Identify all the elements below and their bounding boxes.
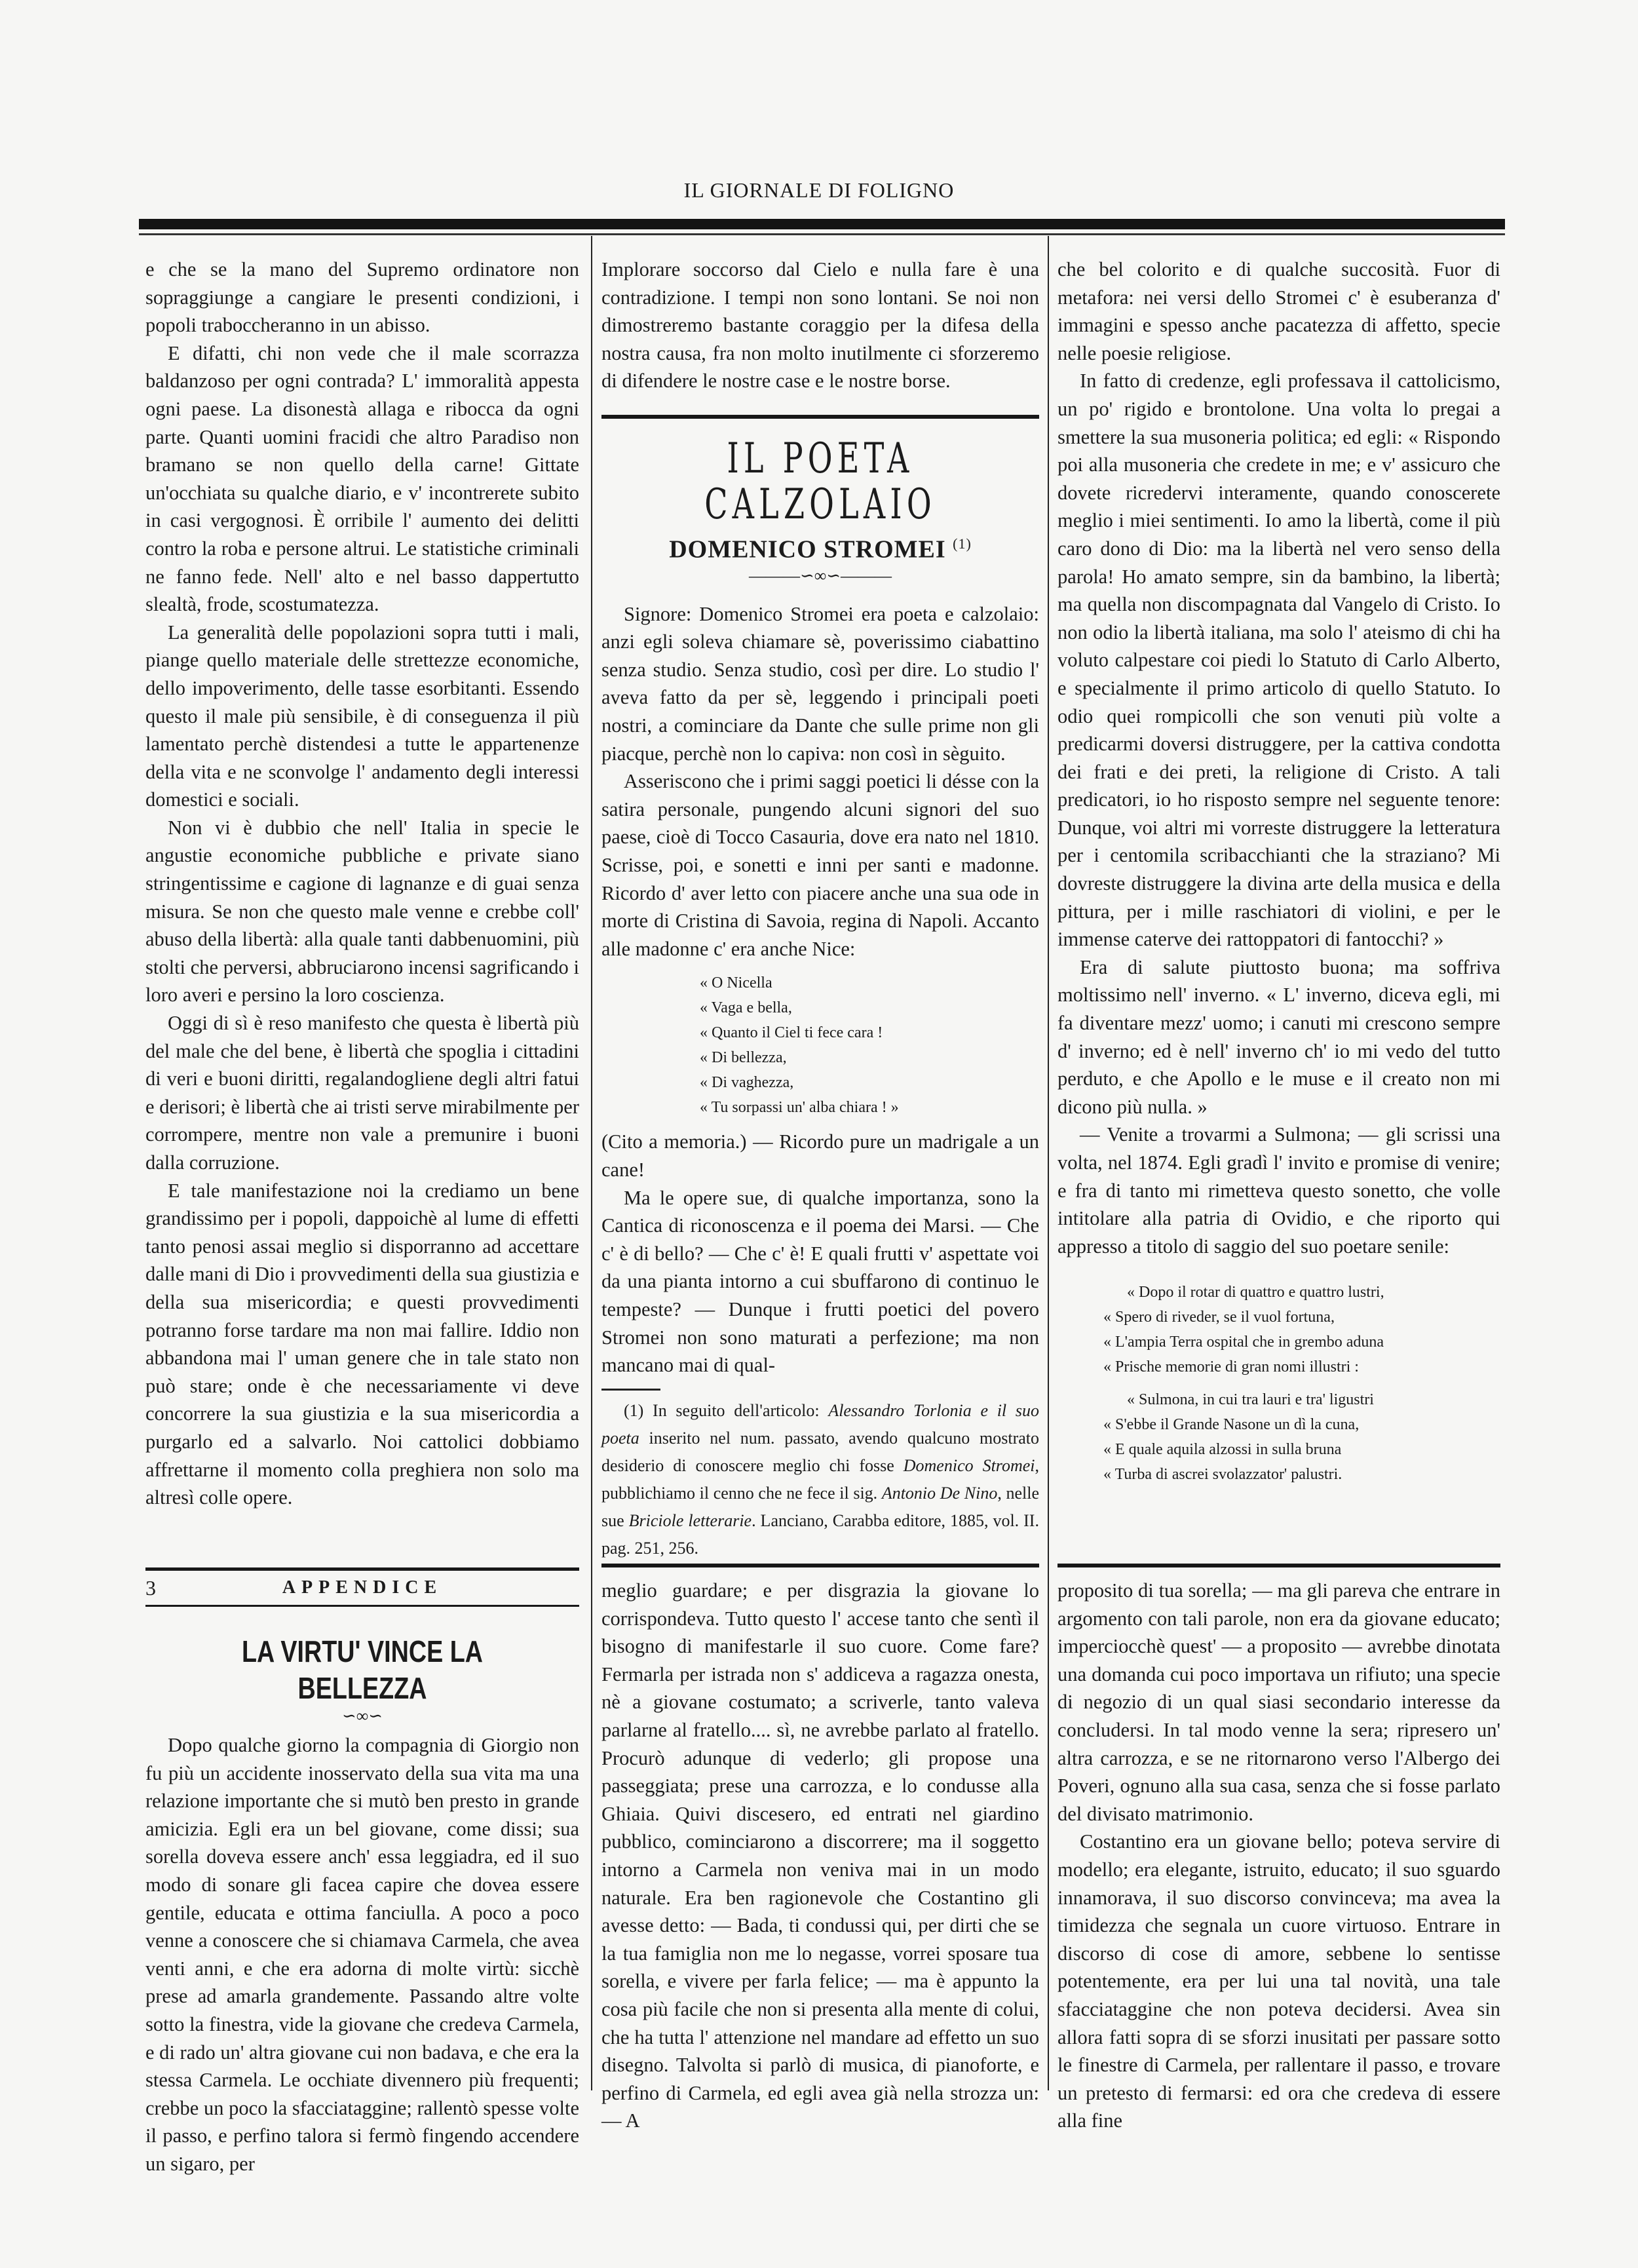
column-divider bbox=[1048, 236, 1049, 2090]
footnote-text: (1) In seguito dell'articolo: bbox=[624, 1400, 829, 1420]
paragraph: Costantino era un giovane bello; poteva servire di modello; era elegante, istruito, educato; il suo sguardo innamorava, il suo discorso convinceva; ma avea la timidezza che segnala un cuore virtuoso. Entrare in discorso di cose di amore, sebbene lo sentisse potentemente, era per lui una tal novità, una tale sfacciataggine che non poteva decidersi. Avea sin allora fatti sopra di se sforzi inusitati per passare sotto le finestre di Carmela, per rallentare il passo, e trovare un pretesto di fermarsi: ed ora che credeva di essere alla fine bbox=[1057, 1830, 1500, 2132]
poem-line: « Dopo il rotar di quattro e quattro lustri, bbox=[1127, 1284, 1384, 1301]
poem-line: « Sulmona, in cui tra lauri e tra' ligustri bbox=[1127, 1391, 1374, 1409]
poem-line: « Tu sorpassi un' alba chiara ! » bbox=[700, 1099, 899, 1117]
appendix-column bbox=[601, 1577, 1039, 2135]
paragraph: Non vi è dubbio che nell' Italia in specie le angustie economiche pubbliche e private siano stringentissime e cagione di lagnanze e di guai senza misura. Se non che questo male venne e crebbe coll' abuso della libertà: alla quale tanti dabbenuomini, più stolti che perversi, abbruciarono incensi sagrificando i loro averi e persino la loro coscienza. bbox=[145, 816, 579, 1007]
section-rule bbox=[1057, 1564, 1500, 1567]
footnote bbox=[601, 1397, 1039, 1562]
article-subtitle bbox=[601, 528, 1039, 566]
poem-nicella bbox=[700, 971, 1039, 1120]
paragraph: E tale manifestazione noi la crediamo un bene grandissimo per i popoli, dappoichè al lume di effetti tanto penosi assai meglio si disporranno ad accettare dalle mani di Dio i provvedimenti della sua giustizia e della sua misericordia; e questi provvedimenti potranno forse tardare ma non mai fallire. Iddio non abbandona mai l' uman genere che in tale stato non può stare; onde è che necessariamente vi deve concorrere la sua giustizia e la sua misericordia a purgarlo ed a salvarlo. Noi cattolici dobbiamo affrettarne il momento colla preghiera non solo ma altresì colle opere. bbox=[145, 1179, 579, 1509]
paragraph: Asseriscono che i primi saggi poetici li désse con la satira personale, pungendo alcuni signori del suo paese, cioè di Tocco Casauria, dove era nato nel 1810. Scrisse, poi, e sonetti e inni per santi e madonne. Ricordo d' aver letto con piacere anche una sua ode in morte di Cristina di Savoia, regina di Napoli. Accanto alle madonne c' era anche Nice: bbox=[601, 770, 1039, 960]
footnote-italic: Briciole letterarie bbox=[628, 1510, 752, 1530]
paragraph: Ma le opere sue, di qualche importanza, sono la Cantica di riconoscenza e il poema dei Marsi. — Che c' è di bello? — Che c' è! E quali frutti v' aspettate voi da una pianta intorno a cui sbuffarono di continuo le tempeste? — Dunque i frutti poetici del povero Stromei non sono maturati a perfezione; ma non mancano mai di qual- bbox=[601, 1186, 1039, 1377]
sonnet bbox=[1103, 1280, 1500, 1487]
poem-line: « Prische memorie di gran nomi illustri : bbox=[1103, 1358, 1359, 1376]
footnote-rule bbox=[601, 1389, 660, 1391]
footnote-text: . Lanciano, Carabba editore, 1885, vol. II. pag. 251, 256. bbox=[601, 1510, 1039, 1558]
poem-line: « L'ampia Terra ospital che in grembo aduna bbox=[1103, 1334, 1384, 1351]
newspaper-masthead: IL GIORNALE DI FOLIGNO bbox=[683, 178, 955, 202]
footnote-italic: Alessandro Torlonia e il suo poeta bbox=[601, 1400, 1040, 1448]
paragraph: E difatti, chi non vede che il male scorrazza baldanzoso per ogni contrada? L' immoralità appesta ogni paese. La disonestà allaga e ribocca da ogni parte. Quanti uomini fracidi che altro Paradiso non bramano se non quello della carne! Gittate un'occhiata su qualche diario, e v' incontrerete subito in casi vergognosi. È orribile l' aumento dei delitti contro la roba e persone altrui. Le statistiche criminali ne fanno fede. Nell' alto e nel basso dappertutto slealtà, frode, scostumatezza. bbox=[145, 341, 579, 616]
footnote-text: , nelle sue bbox=[601, 1483, 1039, 1530]
footnote-text: inserito nel num. passato, avendo qualcuno mostrato desiderio di conoscere meglio chi fosse bbox=[601, 1428, 1039, 1475]
paragraph: Dopo qualche giorno la compagnia di Giorgio non fu più un accidente inosservato della sua vita ma una relazione importante che si mutò ben presto in grande amicizia. Egli era un bel giovane, come dissi; sua sorella doveva essere anch' essa leggiadra, ed il suo modo di sonare gli facea capire che dovea essere gentile, educata e ottima fanciulla. A poco a poco venne a conoscere che si chiamava Carmela, che avea venti anni, e che era adorna di molte virtù: sicchè prese ad amarla grandemente. Passando altre volte sotto la finestra, vide la giovane che credeva Carmela, e di rado un' altra giovane cui non badava, e che era la stessa Carmela. Le occhiate divennero più frequenti; crebbe un poco la sfacciataggine; rallentò spesse volte il passo, e perfino talora si fermò fingendo accendere un sigaro, per bbox=[145, 1734, 579, 2175]
appendix-label: APPENDICE bbox=[282, 1577, 443, 1598]
paragraph: che bel colorito e di qualche succosità. Fuor di metafora: nei versi dello Stromei c' è esuberanza d' immagini e spesso anche pacatezza di affetto, specie nelle poesie religiose. bbox=[1057, 258, 1500, 364]
appendix-title: LA VIRTU' VINCE LA BELLEZZA bbox=[241, 1634, 484, 1705]
poem-line: « Di bellezza, bbox=[700, 1049, 787, 1067]
poem-line: « S'ebbe il Grande Nasone un dì la cuna, bbox=[1103, 1416, 1360, 1434]
footnote-italic: Antonio De Nino bbox=[881, 1483, 998, 1503]
appendix-number: 3 bbox=[145, 1575, 156, 1600]
paragraph: Oggi di sì è reso manifesto che questa è libertà più del male che del bene, è libertà che spoglia i cittadini di veri e buoni diritti, regalandogliene degli altri fatui e derisori; è libertà che ai tristi serve mirabilmente per corrompere, mentre non vale a premunire i buoni dalla corruzione. bbox=[145, 1012, 579, 1174]
section-rule bbox=[601, 415, 1039, 419]
ornament-divider: ∽∞∽ bbox=[341, 1706, 383, 1725]
poem-line: « Turba di ascrei svolazzator' palustri. bbox=[1103, 1466, 1343, 1484]
paragraph: Signore: Domenico Stromei era poeta e calzolaio: anzi egli soleva chiamare sè, poverissimo ciabattino senza studio. Senza studio, così per dire. Lo studio l' aveva fatto da per sè, leggendo i principali poeti nostri, a cominciare da Dante che sulle prime non gli piacque, perchè non lo capiva: non così in sèguito. bbox=[601, 602, 1039, 765]
poem-line: « Spero di riveder, se il vuol fortuna, bbox=[1103, 1309, 1335, 1326]
section-rule bbox=[601, 1564, 1039, 1567]
poem-line: « E quale aquila alzossi in sulla bruna bbox=[1103, 1441, 1342, 1459]
appendix-header bbox=[145, 1567, 579, 1607]
header-rule bbox=[139, 219, 1505, 229]
poem-line: « Di vaghezza, bbox=[700, 1074, 794, 1092]
header-rule-thin bbox=[139, 233, 1505, 235]
paragraph: meglio guardare; e per disgrazia la giovane lo corrispondeva. Tutto questo l' accese tanto che sentì il bisogno di manifestarle il suo cuore. Come fare? Fermarla per istrada non s' addiceva a ragazza onesta, nè a giovane costumato; a scriverle, tanto valeva parlarne al fratello.... sì, ne avrebbe parlato al fratello. Procurò adunque di vederlo; gli propose una passeggiata; prese una carrozza, e lo condusse alla Ghiaia. Quivi discesero, ed entrati nel giardino pubblico, cominciarono a discorrere; ma il soggetto intorno a Carmela non veniva mai in un modo naturale. Era ben ragionevole che Costantino gli avesse detto: — Bada, ti condussi qui, per dirti che se la tua famiglia non me lo negasse, vorrei sposare tua sorella, e vivere per farla felice; — ma è appunto la cosa più facile che non si presenta alla mente di colui, che ha tutta l' attenzione nel mandare ad effetto un suo disegno. Talvolta si parlò di musica, di pianoforte, e perfino di Carmela, ed egli avea già nella strozza un: — A bbox=[601, 1579, 1039, 2132]
paragraph: Era di salute piuttosto buona; ma soffriva moltissimo nell' inverno. « L' inverno, diceva egli, mi fa diventare mezz' uomo; i canuti mi crescono sempre d' inverno; ed è nell' inverno ch' io mi vedo del tutto perduto, e che Apollo e le muse e il creato non mi dicono più nulla. » bbox=[1057, 955, 1500, 1118]
poem-line: « O Nicella bbox=[700, 974, 772, 992]
ornament-divider: ———∽∞∽——— bbox=[748, 566, 892, 585]
poem-line: « Quanto il Ciel ti fece cara ! bbox=[700, 1024, 883, 1042]
poem-line: « Vaga e bella, bbox=[700, 999, 792, 1017]
paragraph: Implorare soccorso dal Cielo e nulla fare è una contradizione. I tempi non sono lontani. Se noi non dimostreremo bastante coraggio per la difesa della nostra causa, fra non molto inutilmente ci sforzeremo di difendere le nostre case e le nostre borse. bbox=[601, 258, 1039, 393]
paragraph: (Cito a memoria.) — Ricordo pure un madrigale a un cane! bbox=[601, 1130, 1039, 1181]
column-divider bbox=[591, 236, 592, 2090]
article-column-continued bbox=[1057, 256, 1500, 1495]
paragraph: In fatto di credenze, egli professava il cattolicismo, un po' rigido e brontolone. Una volta lo pregai a smettere la sua musoneria politica; ed egli: « Rispondo poi alla musoneria che credete in me; e v' assicuro che dovete ricredervi interamente, quando conoscerete meglio i miei sentimenti. Io amo la libertà, come il più caro dono di Dio: ma la libertà nel vero senso della parola! Ho amato sempre, sin da bambino, la libertà; ma quella non discompagnata dal Vangelo di Cristo. Io non odio la libertà italiana, ma solo l' ateismo di chi ha voluto calpestare coi piedi lo Statuto di Carlo Alberto, e specialmente il primo articolo di quello Statuto. Io odio quei rompicolli che son venuti più volte a predicarmi doversi distruggere, per la cattiva condotta dei frati e dei preti, la religione di Cristo. A tali predicatori, io ho risposto sempre nel seguente tenore: Dunque, voi altri mi vorreste distruggere la letteratura per i centomila scribacchianti che la straziano? Mi dovreste distruggere la divina arte della musica e della pittura, per i mille raschiatori di violini, e per le immense caterve dei rattoppatori di fantocchi? » bbox=[1057, 370, 1500, 951]
paragraph: — Venite a trovarmi a Sulmona; — gli scrissi una volta, nel 1874. Egli gradì l' invito e promise di venire; e fra di tanto mi rimetteva questo sonetto, che volle intitolare alla patria di Ovidio, e che riporto qui appresso a titolo di saggio del suo poetare senile: bbox=[1057, 1123, 1500, 1258]
article-title: IL POETA CALZOLAIO bbox=[704, 434, 936, 529]
article-column bbox=[601, 256, 1039, 1562]
appendix-column bbox=[1057, 1577, 1500, 2135]
editorial-column bbox=[145, 256, 579, 1512]
paragraph: e che se la mano del Supremo ordinatore non sopraggiunge a cangiare le presenti condizioni, i popoli traboccheranno in un abisso. bbox=[145, 258, 579, 337]
footnote-marker: (1) bbox=[953, 535, 972, 552]
paragraph: proposito di tua sorella; — ma gli pareva che entrare in argomento con tali parole, non era da giovane educato; imperciocchè quest' — a proposito — avrebbe dinotata una domanda cui poco importava un rifiuto; una specie di negozio di un qual siasi secondario interesse da concludersi. In tal modo venne la sera; ripresero un' altra carrozza, e se ne ritornarono verso l'Albergo dei Poveri, ognuno alla sua casa, senza che si fosse parlato del divisato matrimonio. bbox=[1057, 1579, 1500, 1825]
footnote-italic: Domenico Stromei bbox=[903, 1455, 1035, 1475]
appendix-column bbox=[145, 1567, 579, 2178]
paragraph: La generalità delle popolazioni sopra tutti i mali, piange quello materiale delle strettezze economiche, dello impoverimento, delle tasse esorbitanti. Essendo questo il male più sensibile, è di conseguenza il più lamentato perchè distendesi a tutte le appartenenze della vita e ne sconvolge l' andamento degli interessi domestici e sociali. bbox=[145, 621, 579, 811]
footnote-text: , pubblichiamo il cenno che ne fece il sig. bbox=[601, 1455, 1040, 1503]
author-name: DOMENICO STROMEI bbox=[669, 535, 946, 564]
